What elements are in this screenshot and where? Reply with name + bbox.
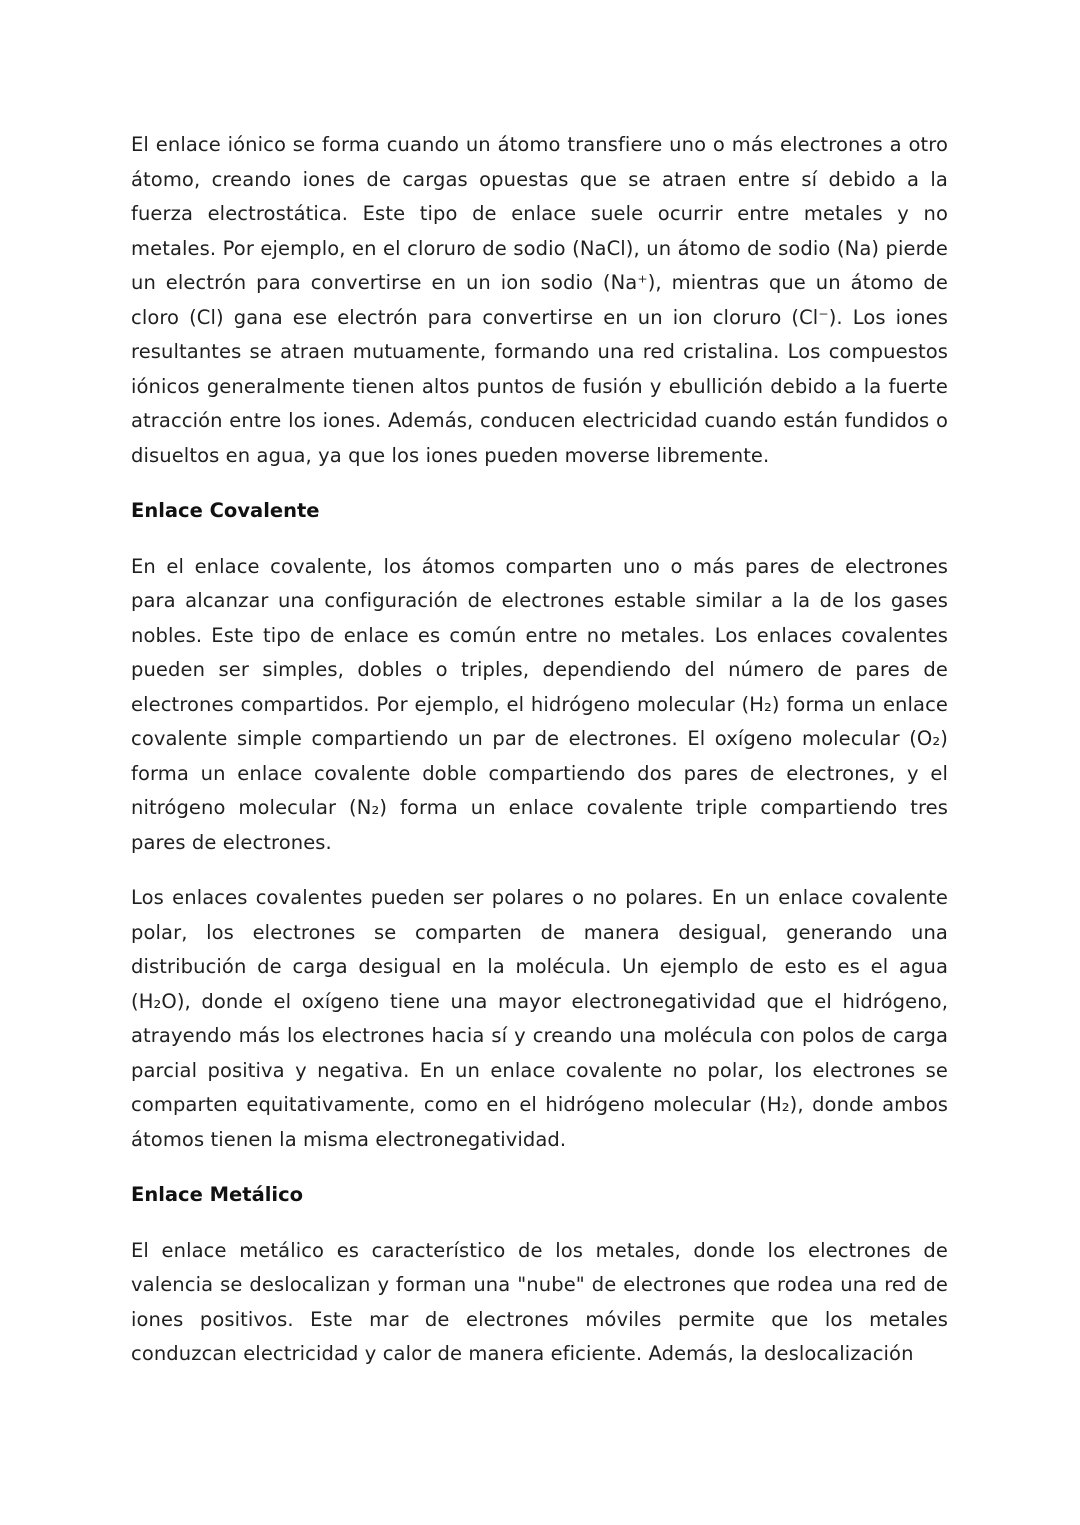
spacer — [131, 1213, 948, 1234]
spacer — [131, 473, 948, 494]
spacer — [131, 529, 948, 550]
covalent-bond-paragraph: En el enlace covalente, los átomos comparten uno o más pares de electrones para alcanzar una configuración de electrones estable similar a la de los gases nobles. Este tipo de enlace es común entre no metales. Los enlaces covalentes pueden ser simples, dobles o triples, dependiendo del número de pares de electrones compartidos. Por ejemplo, el hidrógeno molecular (H₂) forma un enlace covalente simple compartiendo un par de electrones. El oxígeno molecular (O₂) forma un enlace covalente doble compartiendo dos pares de electrones, y el nitrógeno molecular (N₂) forma un enlace covalente triple compartiendo tres pares de electrones. — [131, 554, 948, 854]
metallic-bond-paragraph: El enlace metálico es característico de los metales, donde los electrones de valencia se deslocalizan y forman una "nube" de electrones que rodea una red de iones positivos. Este mar de electrones móviles permite que los metales conduzcan electricidad y calor de manera eficiente. Además, la deslocalización — [131, 1238, 948, 1365]
metallic-bond-heading: Enlace Metálico — [131, 1183, 304, 1206]
document-page — [131, 128, 948, 1372]
covalent-bond-heading: Enlace Covalente — [131, 499, 320, 522]
spacer — [131, 1157, 948, 1178]
spacer — [131, 860, 948, 881]
ionic-bond-paragraph: El enlace iónico se forma cuando un átomo transfiere uno o más electrones a otro átomo, creando iones de cargas opuestas que se atraen entre sí debido a la fuerza electrostática. Este tipo de enlace suele ocurrir entre metales y no metales. Por ejemplo, en el cloruro de sodio (NaCl), un átomo de sodio (Na) pierde un electrón para convertirse en un ion sodio (Na⁺), mientras que un átomo de cloro (Cl) gana ese electrón para convertirse en un ion cloruro (Cl⁻). Los iones resultantes se atraen mutuamente, formando una red cristalina. Los compuestos iónicos generalmente tienen altos puntos de fusión y ebullición debido a la fuerte atracción entre los iones. Además, conducen electricidad cuando están fundidos o disueltos en agua, ya que los iones pueden moverse libremente. — [131, 133, 948, 467]
polar-covalent-paragraph: Los enlaces covalentes pueden ser polares o no polares. En un enlace covalente polar, los electrones se comparten de manera desigual, generando una distribución de carga desigual en la molécula. Un ejemplo de esto es el agua (H₂O), donde el oxígeno tiene una mayor electronegatividad que el hidrógeno, atrayendo más los electrones hacia sí y creando una molécula con polos de carga parcial positiva y negativa. En un enlace covalente no polar, los electrones se comparten equitativamente, como en el hidrógeno molecular (H₂), donde ambos átomos tienen la misma electronegatividad. — [131, 886, 948, 1151]
